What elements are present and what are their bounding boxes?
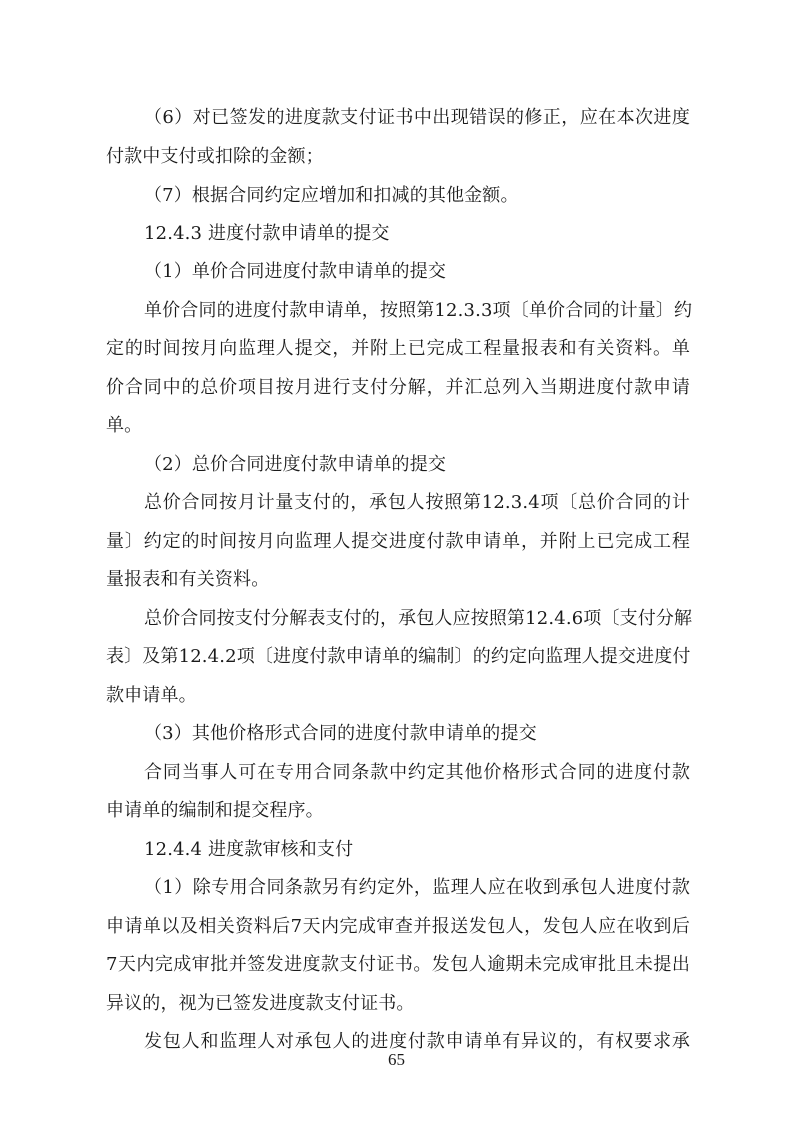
text-line: 单。 [106, 415, 143, 436]
text-line: 发包人和监理人对承包人的进度付款申请单有异议的，有权要求承 [144, 1031, 690, 1052]
section-heading: 12.4.3 进度付款申请单的提交 [144, 223, 390, 244]
text-line: 申请单的编制和提交程序。 [106, 800, 324, 821]
text-line: 表〕及第12.4.2项〔进度付款申请单的编制〕的约定向监理人提交进度付 [106, 646, 691, 667]
text-line: 申请单以及相关资料后7天内完成审查并报送发包人，发包人应在收到后 [106, 916, 690, 937]
text-line: 总价合同按支付分解表支付的，承包人应按照第12.4.6项〔支付分解 [144, 608, 693, 629]
text-line: 定的时间按月向监理人提交，并附上已完成工程量报表和有关资料。单 [106, 338, 690, 359]
subsection-heading: （2）总价合同进度付款申请单的提交 [144, 454, 447, 475]
subsection-heading: （1）单价合同进度付款申请单的提交 [144, 261, 447, 282]
text-line: 异议的，视为已签发进度款支付证书。 [106, 993, 415, 1014]
text-line: （7）根据合同约定应增加和扣减的其他金额。 [144, 185, 519, 206]
text-line: 单价合同的进度付款申请单，按照第12.3.3项〔单价合同的计量〕约 [144, 300, 693, 321]
text-line: 量〕约定的时间按月向监理人提交进度付款申请单，并附上已完成工程 [106, 531, 690, 552]
page-number: 65 [388, 1050, 405, 1069]
text-line: 量报表和有关资料。 [106, 569, 270, 590]
subsection-heading: （3）其他价格形式合同的进度付款申请单的提交 [144, 723, 537, 744]
text-line: （1）除专用合同条款另有约定外，监理人应在收到承包人进度付款 [144, 877, 690, 898]
text-line: 价合同中的总价项目按月进行支付分解，并汇总列入当期进度付款申请 [106, 377, 690, 398]
text-line: （6）对已签发的进度款支付证书中出现错误的修正，应在本次进度 [144, 107, 690, 128]
text-line: 合同当事人可在专用合同条款中约定其他价格形式合同的进度付款 [144, 762, 690, 783]
section-heading: 12.4.4 进度款审核和支付 [144, 839, 354, 860]
text-line: 总价合同按月计量支付的，承包人按照第12.3.4项〔总价合同的计 [144, 492, 690, 513]
text-line: 款申请单。 [106, 685, 197, 706]
text-line: 付款中支付或扣除的金额； [106, 146, 324, 167]
text-line: 7天内完成审批并签发进度款支付证书。发包人逾期未完成审批且未提出 [106, 954, 690, 975]
